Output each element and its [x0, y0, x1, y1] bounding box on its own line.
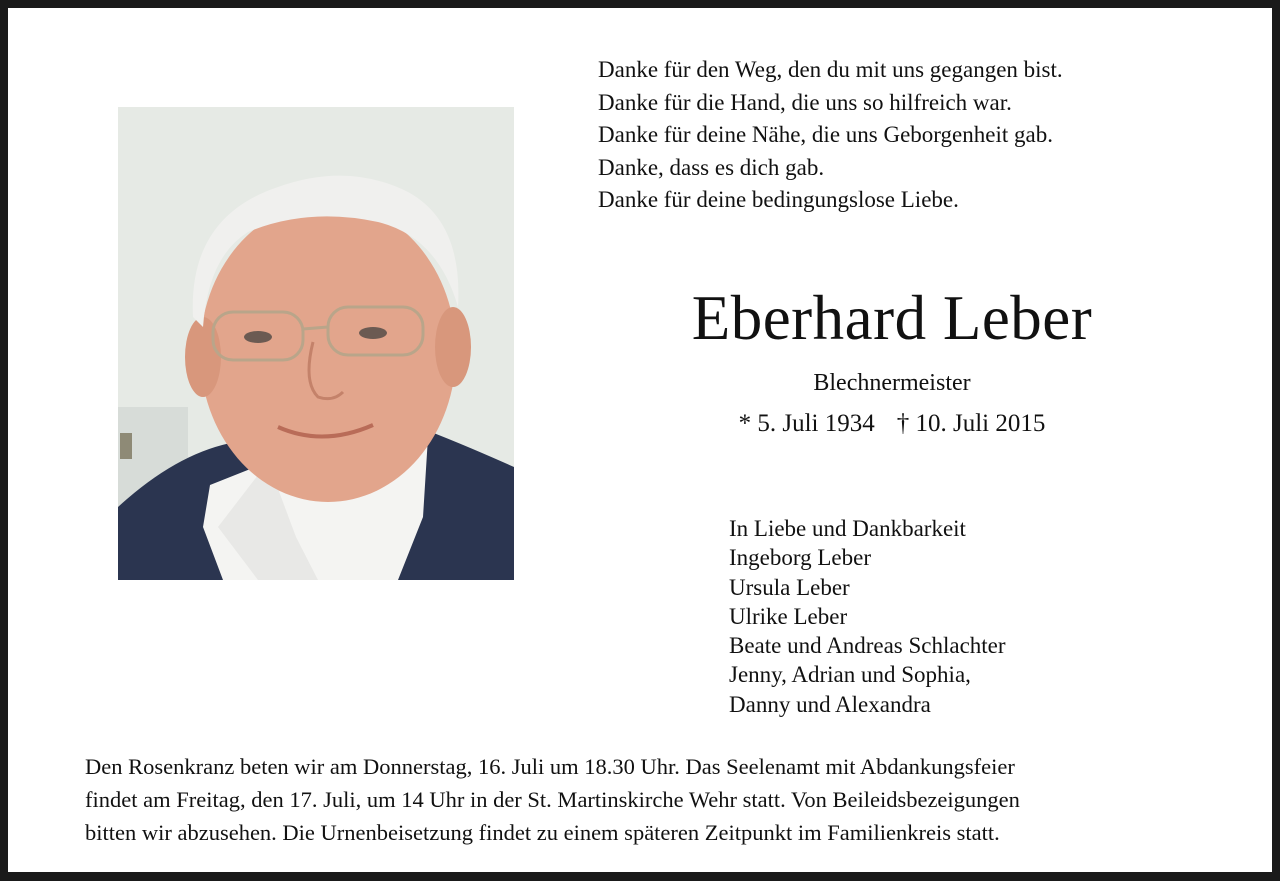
poem-line: Danke für deine bedingungslose Liebe.	[598, 187, 959, 212]
mourner-line: In Liebe und Dankbarkeit	[729, 516, 966, 541]
notice-line: bitten wir abzusehen. Die Urnenbeisetzung findet zu einem späteren Zeitpunkt im Familienkreis statt.	[85, 820, 1000, 845]
notice-line: Den Rosenkranz beten wir am Donnerstag, 16. Juli um 18.30 Uhr. Das Seelenamt mit Abdankungsfeier	[85, 754, 1015, 779]
mourner-line: Jenny, Adrian und Sophia,	[729, 662, 971, 688]
poem	[598, 54, 1063, 217]
mourner-line: Danny und Alexandra	[729, 691, 931, 717]
poem-line: Danke, dass es dich gab.	[598, 154, 825, 180]
death-date: † 10. Juli 2015	[896, 410, 1046, 437]
service-notice	[85, 750, 1215, 849]
life-dates	[608, 408, 1176, 440]
mourner-line: Beate und Andreas Schlachter	[729, 633, 1006, 659]
notice-line: findet am Freitag, den 17. Juli, um 14 Uhr in der St. Martinskirche Wehr statt. Von Beileidsbezeigungen	[85, 787, 1020, 812]
birth-date: * 5. Juli 1934	[738, 410, 875, 437]
deceased-name: Eberhard Leber	[691, 283, 1093, 353]
mourner-line: Ulrike Leber	[729, 603, 848, 629]
mourners-list	[729, 514, 1006, 719]
portrait-photo	[118, 107, 514, 580]
mourner-line: Ursula Leber	[729, 574, 850, 600]
mourner-line: Ingeborg Leber	[729, 545, 871, 571]
poem-line: Danke für deine Nähe, die uns Geborgenheit gab.	[598, 122, 1053, 147]
poem-line: Danke für den Weg, den du mit uns gegangen bist.	[598, 57, 1063, 82]
deceased-profession: Blechnermeister	[813, 370, 971, 396]
poem-line: Danke für die Hand, die uns so hilfreich war.	[598, 89, 1012, 115]
